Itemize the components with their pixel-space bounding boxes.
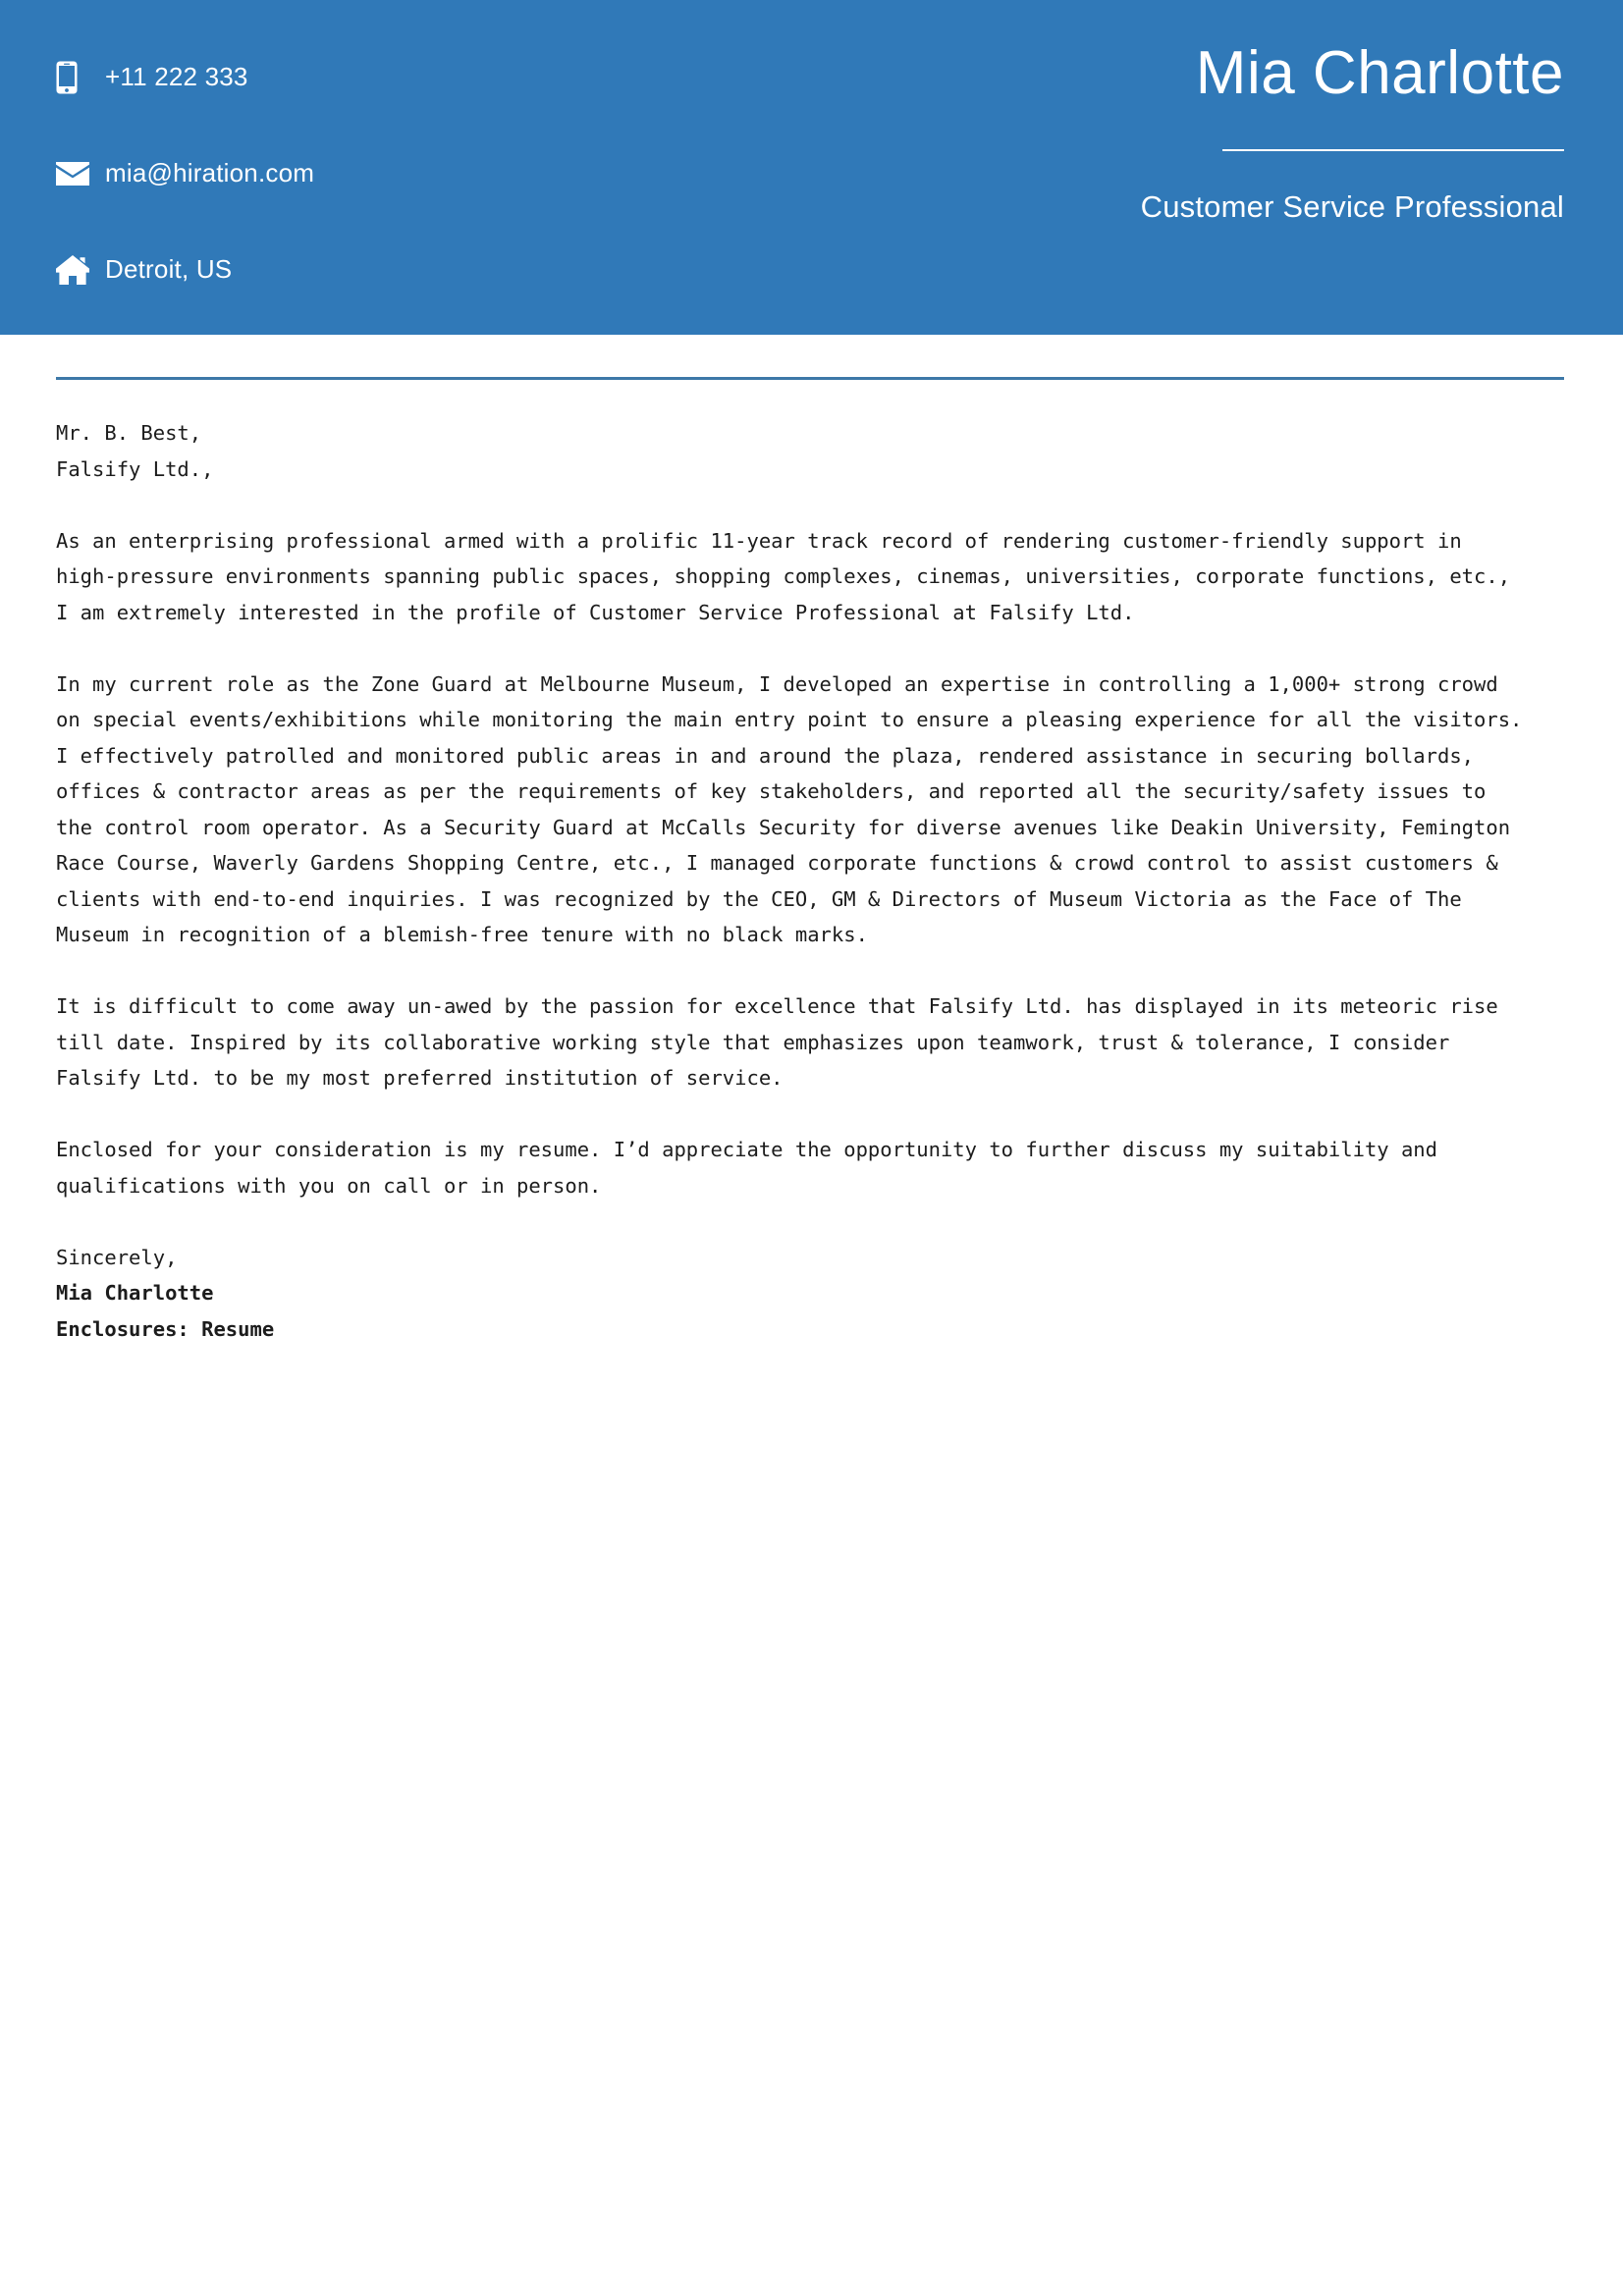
closing-salutation: Sincerely,	[56, 1245, 178, 1269]
phone-number-text: +11 222 333	[105, 62, 248, 91]
letter-top-rule	[56, 377, 1564, 380]
paragraph-line: clients with end-to-end inquiries. I was recognized by the CEO, GM & Directors of Museum Victoria as the Face of The	[56, 886, 1462, 911]
paragraph-line: In my current role as the Zone Guard at Melbourne Museum, I developed an expertise in controlling a 1,000+ strong crowd	[56, 671, 1498, 696]
paragraph-line: qualifications with you on call or in person.	[56, 1173, 602, 1198]
paragraph-line: till date. Inspired by its collaborative working style that emphasizes upon teamwork, trust & tolerance, I consider	[56, 1030, 1450, 1054]
addressee-block	[56, 415, 1534, 487]
document-header	[0, 0, 1623, 335]
mobile-phone-icon	[56, 61, 97, 94]
name-divider	[1222, 149, 1564, 151]
paragraph-line: offices & contractor areas as per the requirements of key stakeholders, and reported all the security/safety issues to	[56, 779, 1487, 803]
addressee-line: Falsify Ltd.,	[56, 456, 214, 481]
paragraph-motivation	[56, 988, 1534, 1096]
person-job-title: Customer Service Professional	[1140, 189, 1564, 224]
contact-row-email	[56, 141, 812, 205]
paragraph-line: on special events/exhibitions while monitoring the main entry point to ensure a pleasing experience for all the visitors.	[56, 708, 1523, 731]
paragraph-line: Museum in recognition of a blemish-free tenure with no black marks.	[56, 923, 868, 946]
paragraph-experience	[56, 667, 1534, 953]
contact-row-location	[56, 238, 812, 301]
email-address-text: mia@hiration.com	[105, 158, 315, 187]
paragraph-line: As an enterprising professional armed with a prolific 11-year track record of rendering customer-friendly support in	[56, 528, 1462, 553]
enclosures-note: Enclosures: Resume	[56, 1316, 275, 1341]
paragraph-line: I am extremely interested in the profile of Customer Service Professional at Falsify Ltd.	[56, 600, 1135, 624]
signature-block	[56, 1240, 1534, 1348]
contact-info-block	[0, 0, 812, 335]
paragraph-intro	[56, 523, 1534, 631]
person-name: Mia Charlotte	[1195, 39, 1564, 107]
letter-body	[56, 415, 1534, 1347]
paragraph-closing	[56, 1132, 1534, 1203]
paragraph-line: Race Course, Waverly Gardens Shopping Centre, etc., I managed corporate functions & crowd control to assist customers &	[56, 851, 1498, 875]
paragraph-line: Enclosed for your consideration is my resume. I’d appreciate the opportunity to further discuss my suitability and	[56, 1138, 1437, 1161]
paragraph-line: high-pressure environments spanning public spaces, shopping complexes, cinemas, universities, corporate functions, etc.,	[56, 564, 1511, 588]
letter-container	[0, 377, 1623, 1347]
envelope-icon	[56, 162, 97, 186]
paragraph-line: It is difficult to come away un-awed by the passion for excellence that Falsify Ltd. has displayed in its meteoric rise	[56, 994, 1498, 1018]
paragraph-line: Falsify Ltd. to be my most preferred institution of service.	[56, 1066, 784, 1090]
contact-row-phone	[56, 45, 812, 109]
home-icon	[56, 255, 97, 285]
identity-block	[812, 0, 1623, 335]
location-text: Detroit, US	[105, 254, 233, 284]
addressee-line: Mr. B. Best,	[56, 421, 202, 445]
signature-name: Mia Charlotte	[56, 1281, 214, 1305]
paragraph-line: the control room operator. As a Security Guard at McCalls Security for diverse avenues like Deakin University, Femington	[56, 815, 1511, 839]
paragraph-line: I effectively patrolled and monitored public areas in and around the plaza, rendered assistance in securing bollards,	[56, 743, 1475, 768]
